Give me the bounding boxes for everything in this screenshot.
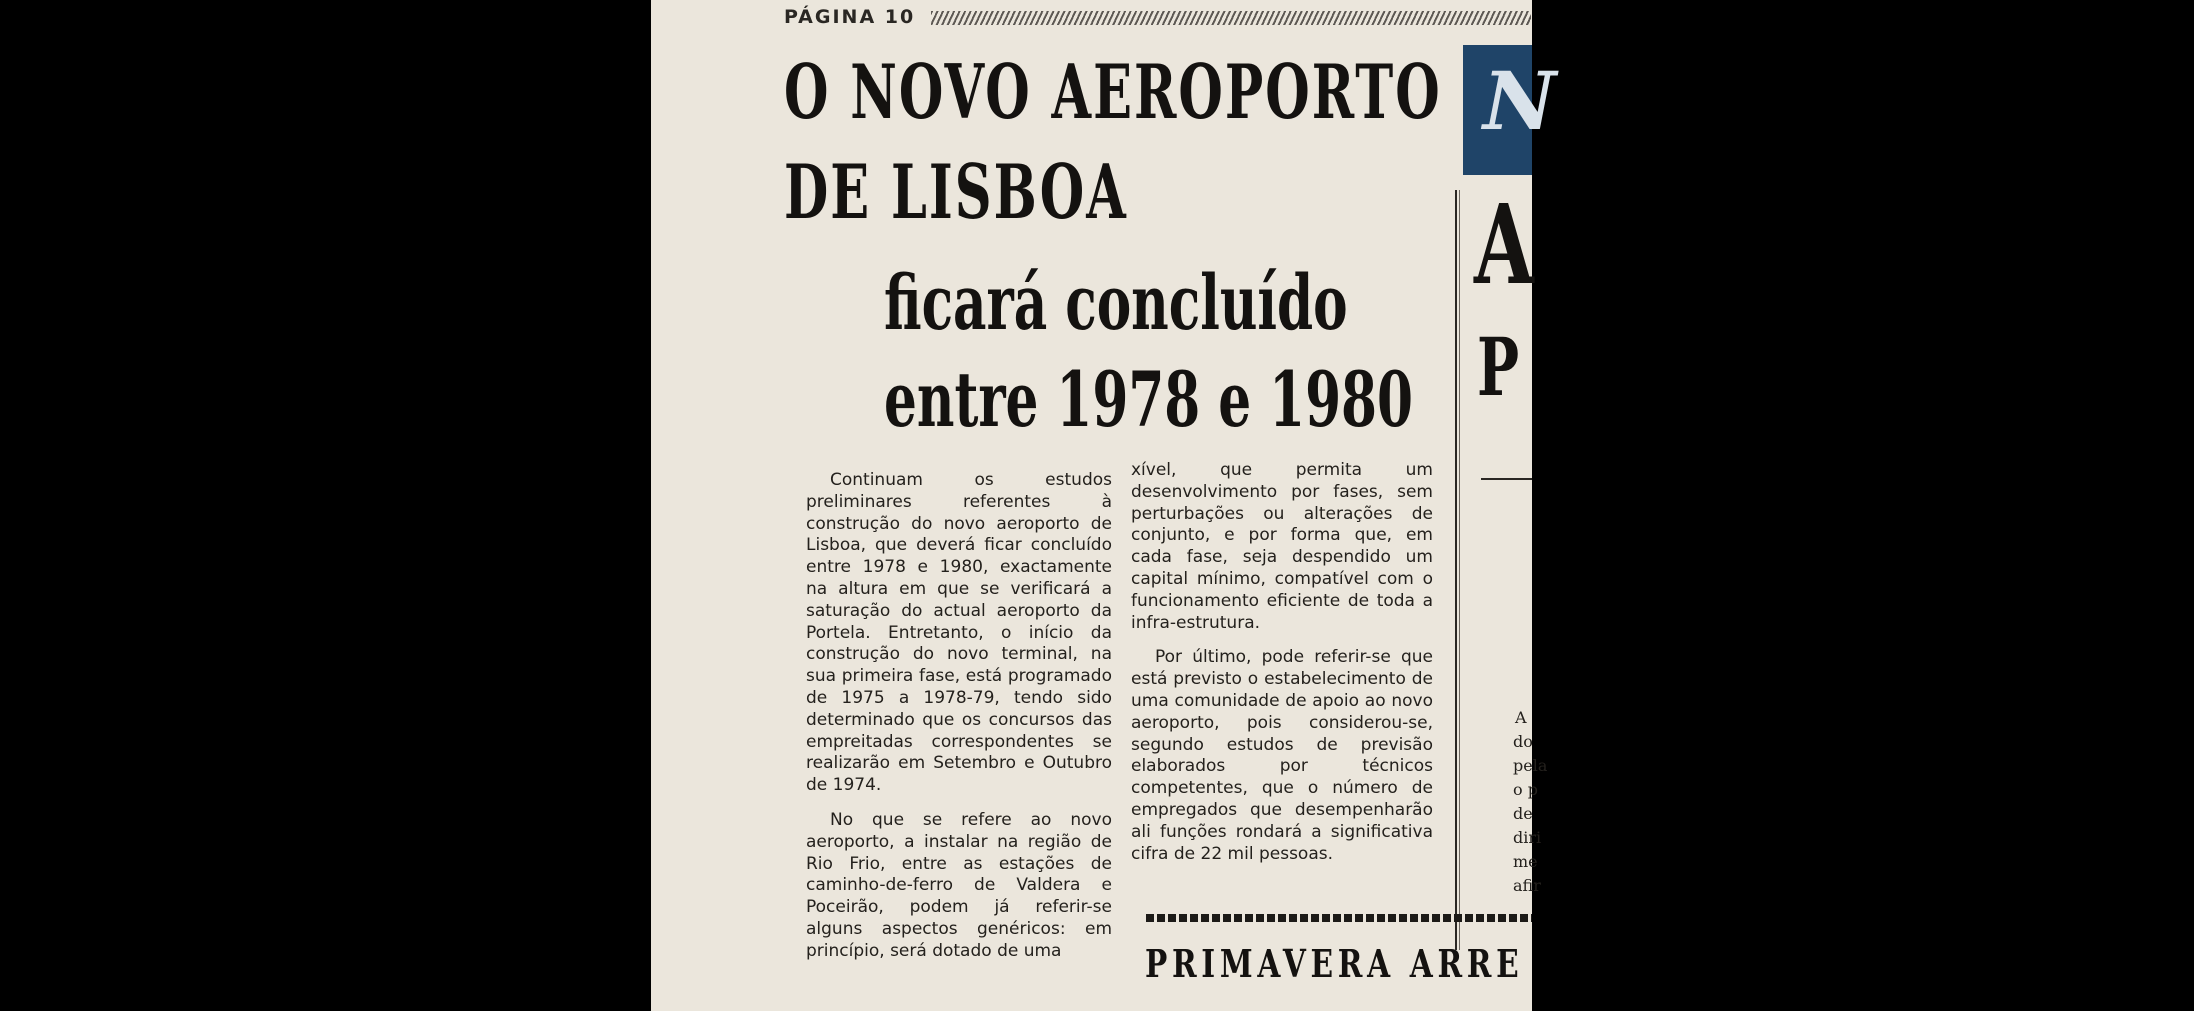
article-column-2 — [1131, 460, 1433, 865]
right-headline-letter-p: P — [1477, 320, 1520, 414]
header-hatch-rule — [931, 11, 1531, 25]
right-text-fragment: A — [1515, 708, 1527, 727]
right-text-fragment: diri — [1513, 828, 1542, 847]
right-text-fragment: o p — [1513, 780, 1538, 799]
dashed-separator — [1146, 914, 1532, 922]
column-divider — [1455, 190, 1457, 950]
article-paragraph: Continuam os estudos preliminares referentes à construção do novo aeroporto de Lisboa, que deverá ficar concluído entre 1978 e 1980, exactamente na altura em que se verificará a saturação do actual aeroporto da Portela. Entretanto, o início da construção do novo terminal, na sua primeira fase, está programado de 1975 a 1978-79, tendo sido determinado que os concursos das empreitadas correspondentes se realizarão em Setembro e Outubro de 1974. — [806, 470, 1112, 796]
right-text-fragment: afir — [1513, 876, 1541, 895]
article-paragraph: xível, que permita um desenvolvimento por fases, sem perturbações ou alterações de conjunto, e por forma que, em cada fase, seja despendido um capital mínimo, compatível com o funcionamento eficiente de toda a infra-estrutura. — [1131, 460, 1433, 633]
article-paragraph: Por último, pode referir-se que está previsto o estabelecimento de uma comunidade de apoio ao novo aeroporto, pois considerou-se, segundo estudos de previsão elaborados por técnicos competentes, que o número de empregados que desempenharão ali funções rondará a significativa cifra de 22 mil pessoas. — [1131, 647, 1433, 864]
right-text-fragment: pela — [1513, 756, 1548, 775]
headline-line-2: DE LISBOA — [784, 148, 1128, 236]
right-text-fragment: do — [1513, 732, 1533, 751]
next-article-headline: PRIMAVERA ARRE — [1145, 941, 1524, 986]
subheadline-line-2: entre 1978 e 1980 — [884, 355, 1413, 444]
article-paragraph: No que se refere ao novo aeroporto, a instalar na região de Rio Frio, entre as estações de caminho-de-ferro de Valdera e Poceirão, podem já referir-se alguns aspectos genéricos: em princípio, será dotado de uma — [806, 809, 1112, 961]
newspaper-page — [651, 0, 1557, 1011]
subheadline-line-1: ficará concluído — [884, 258, 1348, 347]
right-headline-letter-a: A — [1474, 180, 1534, 309]
headline-line-1: O NOVO AEROPORTO — [784, 48, 1442, 136]
right-text-fragment: de — [1513, 804, 1533, 823]
column-divider-thin — [1459, 190, 1460, 950]
right-column-rule — [1481, 478, 1532, 480]
article-column-1 — [806, 470, 1112, 963]
page-number: PÁGINA 10 — [784, 6, 916, 28]
masthead-fragment: N — [1483, 54, 1557, 148]
right-text-fragment: me — [1513, 852, 1538, 871]
